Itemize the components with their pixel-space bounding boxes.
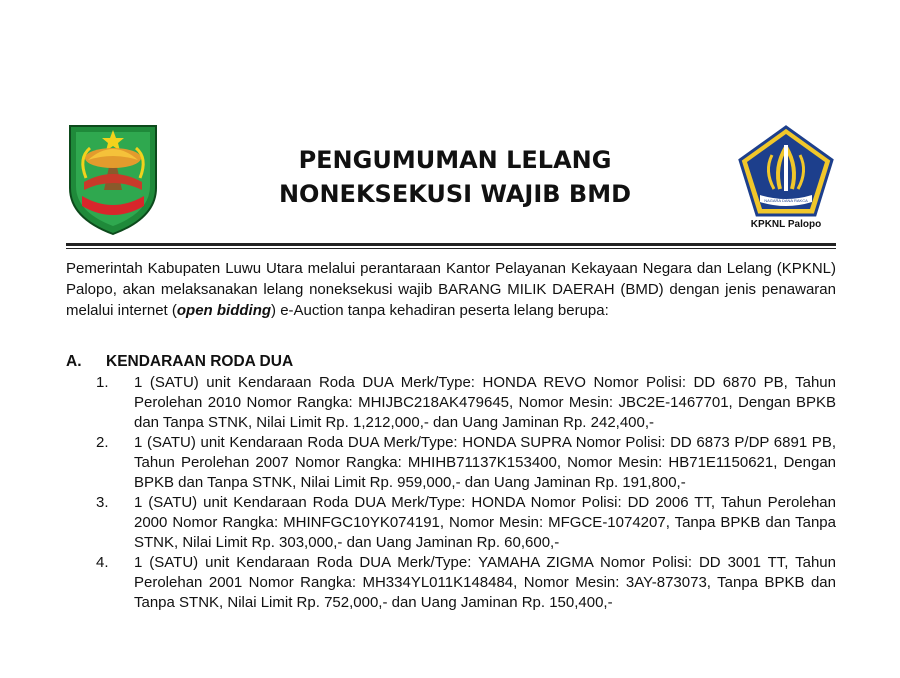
title-line-2: NONEKSEKUSI WAJIB BMD [278,180,632,208]
header-divider-thin [66,248,836,249]
section-heading [66,351,293,372]
list-item [66,493,836,553]
kpknl-logo-caption: KPKNL Palopo [750,219,822,230]
list-item-number: 2. [96,434,109,451]
intro-paragraph [66,258,836,321]
list-item-text: 1 (SATU) unit Kendaraan Roda DUA Merk/Type: HONDA REVO Nomor Polisi: DD 6870 PB, Tahun Perolehan 2010 Nomor Rangka: MHIJBC218AK479645, Nomor Mesin: JBC2E-1467701, Dengan BPKB dan Tanpa STNK, Nilai Limit Rp. 1,212,000,- dan Uang Jaminan Rp. 242,400,- [134,374,836,431]
item-list [66,373,836,613]
list-item-number: 3. [96,494,109,511]
title-line-1: PENGUMUMAN LELANG [298,146,612,174]
list-item-text: 1 (SATU) unit Kendaraan Roda DUA Merk/Type: HONDA SUPRA Nomor Polisi: DD 6873 P/DP 6891 PB, Tahun Perolehan 2007 Nomor Rangka: MHIHB71137K153400, Nomor Mesin: HB71E1150621, Dengan BPKB dan Tanpa STNK, Nilai Limit Rp. 959,000,- dan Uang Jaminan Rp. 191,800,- [134,434,836,491]
list-item-text: 1 (SATU) unit Kendaraan Roda DUA Merk/Type: YAMAHA ZIGMA Nomor Polisi: DD 3001 TT, Tahun Perolehan 2001 Nomor Rangka: MH334YL011K148484, Nomor Mesin: 3AY-873073, Tanpa BPKB dan Tanpa STNK, Nilai Limit Rp. 752,000,- dan Uang Jaminan Rp. 150,400,- [134,554,836,611]
intro-text-part1: Pemerintah Kabupaten Luwu Utara melalui perantaraan Kantor Pelayanan Kekayaan Negara dan Lelang (KPKNL) Palopo, akan melaksanakan lelang noneksekusi wajib BARANG MILIK DAERAH (BMD) dengan jenis penawaran melalui internet ( [66,260,836,319]
list-item [66,433,836,493]
intro-emphasis: open bidding [176,302,272,319]
header-divider-thick [66,243,836,246]
kpknl-emblem-logo [736,123,836,233]
page-title [190,143,720,211]
luwu-utara-emblem-logo [64,118,162,236]
list-item-number: 1. [96,374,109,391]
intro-text-part2: ) e-Auction tanpa kehadiran peserta lelang berupa: [271,302,609,319]
list-item-text: 1 (SATU) unit Kendaraan Roda DUA Merk/Type: HONDA Nomor Polisi: DD 2006 TT, Tahun Perolehan 2000 Nomor Rangka: MHINFGC10YK074191, Nomor Mesin: MFGCE-1074207, Tanpa BPKB dan Tanpa STNK, Nilai Limit Rp. 303,000,- dan Uang Jaminan Rp. 60,600,- [134,494,836,551]
section-title: KENDARAAN RODA DUA [106,353,294,370]
svg-text:NAGARA DANA RAKCA: NAGARA DANA RAKCA [764,198,808,203]
list-item [66,373,836,433]
section-letter: A. [66,353,82,370]
list-item [66,553,836,613]
list-item-number: 4. [96,554,109,571]
